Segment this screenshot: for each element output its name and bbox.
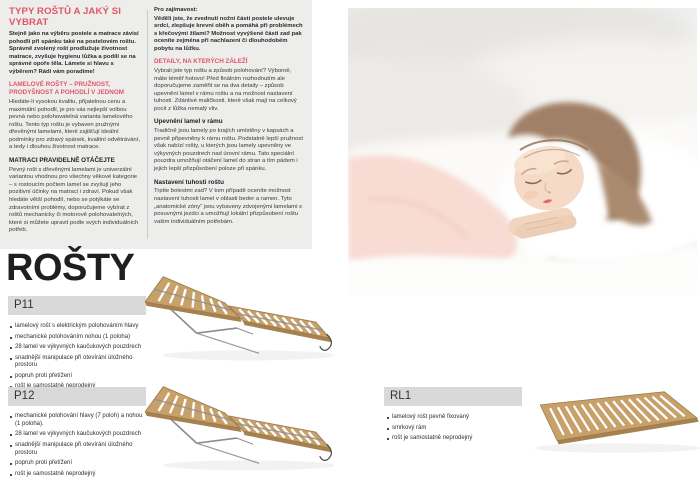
product-code-p12: P12 — [8, 387, 146, 406]
product-bullet: mechanické polohování hlavy (7 poloh) a nohou (1 poloha). — [9, 413, 149, 429]
product-bullet: rošt je samostatně neprodejný — [386, 435, 531, 443]
paragraph-nastaveni-tuhosti: Trpíte bolestmi zad? V tom případě oceníte možnost nastavení tuhosti lamel v oblasti beder a ramen. Tyto „anatomické zóny“ jsou vybaveny zdvojenými lamelami s posuvnými jezdci a umožňují lokální přizpůsobení roštu vašim individuálním potřebám. — [154, 188, 302, 225]
product-code-p11: P11 — [8, 296, 146, 315]
article-title: TYPY ROŠTŮ A JAKÝ SI VYBRAT — [9, 6, 121, 28]
sleeping-child-photo — [348, 8, 697, 295]
subheading-lamelove-rosty: LAMELOVÉ ROŠTY – PRUŽNOST, PRODYŠNOST A POHODLÍ V JEDNOM — [9, 81, 124, 97]
subheading-nastaveni-tuhosti: Nastavení tuhosti roštu — [154, 178, 224, 186]
subheading-matraci-otacejte: MATRACI PRAVIDELNĚ OTÁČEJTE — [9, 156, 115, 164]
paragraph-matraci-otacejte: Pevný rošt s dřevěnými lamelami je univerzální variantou vhodnou pro všechny věkové kategorie – s rostoucím počtem lamel se zvyšují jeho pozitivní účinky na matraci i zdraví. Pokud však hledáte větší pohodlí, nebo se potýkáte se zdravotními problémy, doporučujeme vybírat z roštů mechanicky či motorově polohovatelných, které si můžete upravit podle svých individuálních potřeb. — [9, 166, 139, 234]
article-intro: Stejně jako na výběru postele a matrace závisí pohodlí při spánku také na postelovém roštu. Správně zvolený rošt prodlužuje životnost matrace, zvyšuje hygienu lůžka a podílí se na správné opoře těla. Lámete si hlavu s výběrem? Rádi vám poradíme! — [9, 31, 139, 75]
column-divider — [147, 10, 148, 239]
product-bullet: lamelový rošt s elektrickým polohováním hlavy — [9, 323, 149, 331]
product-bullet: rošt je samostatně neprodejný — [9, 471, 149, 479]
article-column-right — [154, 7, 305, 231]
product-bullet: smrkový rám — [386, 425, 531, 433]
product-bullet: mechanické polohováním nohou (1 poloha) — [9, 334, 149, 342]
product-image-rl1-slatted-frame — [512, 384, 700, 468]
product-bullet: 28 lamel ve výkyvných kaučukových pouzdrech — [9, 431, 149, 439]
paragraph-upevneni-lamel: Tradičně jsou lamely po krajích umístěny v kapsách a pevně připevněny k rámu roštu. Podstatně lepší pružnost však nabízí rošty, u kterých jsou lamely upevněny ve výkyvných pouzdrech nad úrovní rámu. Tato speciální pouzdra umožňují otáčení lamel do stran a tím pádem i jejich lepší přizpůsobení poloze při spánku. — [154, 128, 303, 173]
product-bullet: lamelový rošt pevně fixovaný — [386, 414, 531, 422]
paragraph-lamelove-rosty: Hledáte-li vysokou kvalitu, přijatelnou cenu a maximální pohodlí, je pro vás nejlepší volbou pevná nebo polohovatelná varianta lamelového roštu. Tento typ roštu je vybaven pružnými dřevěnými lamelami, které zajišťují ideální podmínky pro zdravý spánek, kvalitní odvětrávání, a tedy i dlouhou životnost matrace. — [9, 99, 140, 151]
product-code-rl1: RL1 — [384, 387, 522, 406]
product-bullet: snadnější manipulace při otevírání úložného prostoru — [9, 355, 149, 371]
fact-box-body: Věděli jste, že zvednutí nožní části postele ulevuje srdci, zlepšuje krevní oběh a pomáhá při problémech s křečovými žílami? Možnost vyvýšené části zad pak oceníte zejména při nachlazení či dlouhodobém pobytu na lůžku. — [154, 15, 303, 52]
paragraph-detaily: Vybrali jste typ roštu a způsob polohování? Výborně, máte téměř hotovo! Před finálním rozhodnutím ale doporučujeme zaměřit se na dva detaily – způsob upevnění lamel v rámu roštu a na možnost nastavení tuhosti. Zdánlivé maličkosti, které však mají na celkový pocit z lůžka nemalý vliv. — [154, 68, 297, 112]
product-bullet: snadnější manipulace při otevírání úložného prostoru — [9, 442, 149, 458]
sleeping-child-photo-art — [348, 8, 697, 295]
product-image-p11-slatted-frame — [138, 270, 350, 364]
article-panel — [0, 0, 312, 249]
article-column-left — [9, 7, 141, 240]
section-title-rosty: ROŠTY — [6, 247, 135, 289]
product-bullets-rl1 — [386, 414, 531, 446]
product-bullet: popruh proti přetížení — [9, 460, 149, 468]
fact-box-title: Pro zajímavost: — [154, 7, 198, 13]
product-bullets-p12 — [9, 413, 149, 481]
product-image-p12-slatted-frame — [138, 380, 350, 474]
product-bullet: 28 lamel ve výkyvných kaučukových pouzdrech — [9, 344, 149, 352]
subheading-detaily: DETAILY, NA KTERÝCH ZÁLEŽÍ — [154, 58, 248, 66]
product-bullet: popruh proti přetížení — [9, 373, 149, 381]
product-bullets-p11 — [9, 323, 149, 394]
subheading-upevneni-lamel: Upevnění lamel v rámu — [154, 118, 223, 126]
